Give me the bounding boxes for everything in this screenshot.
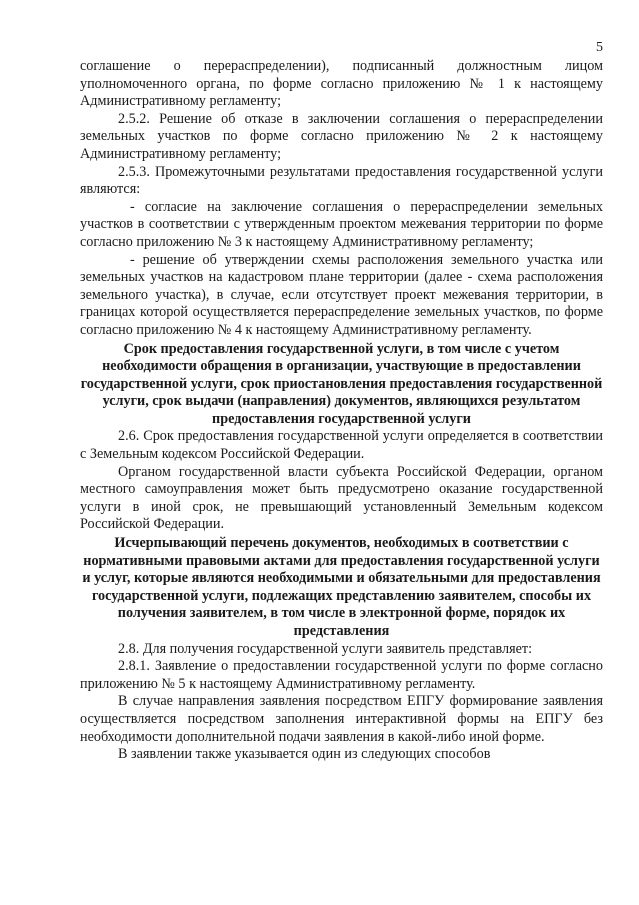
page-number: 5 xyxy=(596,40,603,55)
paragraph: 2.8. Для получения государственной услуги заявитель представляет: xyxy=(118,640,533,657)
paragraph: Органом государственной власти субъекта Российской Федерации, органом местного самоуправления может быть предусмотрено оказание государственной услуги в иной срок, не превышающий установленный Земельным кодексом Российской Федерации. xyxy=(80,463,603,533)
paragraph: 2.8.1. Заявление о предоставлении государственной услуги по форме согласно приложению № 5 к настоящему Административному регламенту. xyxy=(80,658,603,692)
document-body xyxy=(80,58,603,764)
section-heading: Исчерпывающий перечень документов, необходимых в соответствии с нормативными правовыми актами для предоставления государственной услуги и услуг, которые являются необходимыми и обязательными для предоставления государственной услуги, подлежащих представлению заявителем, способы их получения заявителем, в том числе в электронной форме, порядок их представления xyxy=(82,535,601,639)
paragraph: 2.5.2. Решение об отказе в заключении соглашения о перераспределении земельных участков по форме согласно приложению № 2 к настоящему Административному регламенту; xyxy=(80,110,603,162)
section-heading: Срок предоставления государственной услуги, в том числе с учетом необходимости обращения в организации, участвующие в предоставлении государственной услуги, срок приостановления предоставления государственной услуги, срок выдачи (направления) документов, являющихся результатом предоставления государственной услуги xyxy=(80,340,603,427)
paragraph: 2.6. Срок предоставления государственной услуги определяется в соответствии с Земельным кодексом Российской Федерации. xyxy=(80,428,603,463)
paragraph: 2.5.3. Промежуточными результатами предоставления государственной услуги являются: xyxy=(80,163,603,198)
paragraph: В случае направления заявления посредством ЕПГУ формирование заявления осуществляется посредством заполнения интерактивной формы на ЕПГУ без необходимости дополнительной подачи заявления в какой-либо иной форме. xyxy=(80,693,603,745)
paragraph: В заявлении также указывается один из следующих способов xyxy=(118,746,491,763)
paragraph: соглашение о перераспределении), подписанный должностным лицом уполномоченного органа, по форме согласно приложению № 1 к настоящему Административному регламенту; xyxy=(80,58,603,110)
list-item: - решение об утверждении схемы расположения земельного участка или земельных участков на кадастровом плане территории (далее - схема расположения земельного участка), в случае, если отсутствует проект межевания территории, в границах которой осуществляется перераспределение земельных участков, по форме согласно приложению № 4 к настоящему Административному регламенту. xyxy=(80,251,603,338)
list-item: - согласие на заключение соглашения о перераспределении земельных участков в соответствии с утвержденным проектом межевания территории по форме согласно приложению № 3 к настоящему Административному регламенту; xyxy=(80,198,603,250)
